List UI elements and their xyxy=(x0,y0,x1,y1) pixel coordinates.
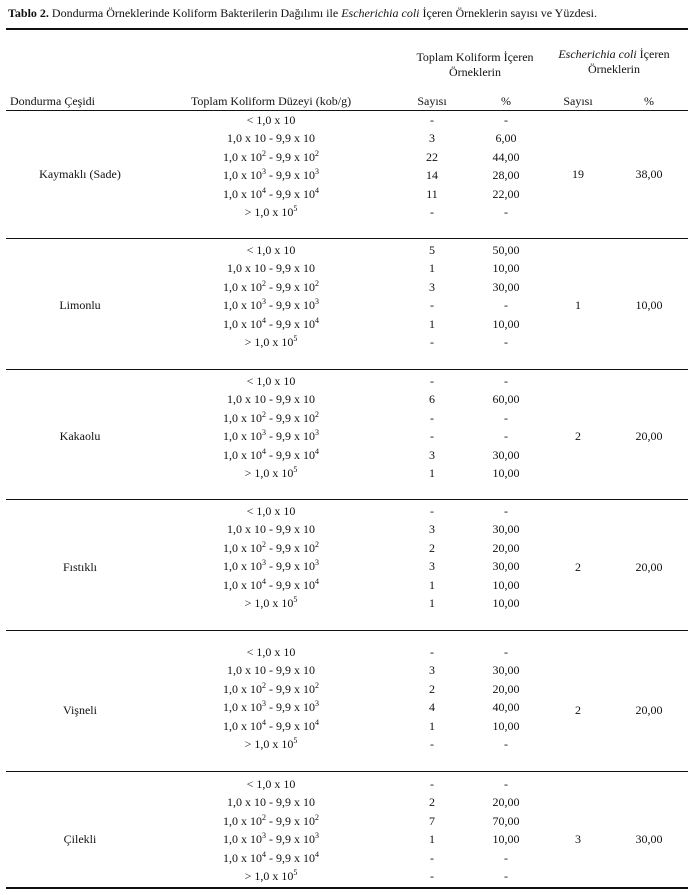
level-cell xyxy=(223,448,319,463)
level-exponent: 4 xyxy=(315,446,319,456)
ecoli-count-cell: 19 xyxy=(572,167,584,181)
level-exponent: 5 xyxy=(293,736,298,745)
table-row xyxy=(0,700,696,718)
level-exponent: 3 xyxy=(315,831,319,841)
level-cell xyxy=(247,504,296,519)
count-cell: 14 xyxy=(426,168,438,183)
level-cell xyxy=(223,682,319,697)
header-type: Dondurma Çeşidi xyxy=(10,94,95,108)
table-row xyxy=(0,777,696,795)
percent-cell: 10,00 xyxy=(492,316,520,331)
level-cell xyxy=(223,851,319,866)
percent-cell: 20,00 xyxy=(492,681,520,696)
ecoli-percent-cell: 20,00 xyxy=(635,429,663,443)
ecoli-percent-cell: 10,00 xyxy=(635,298,663,312)
count-cell: - xyxy=(430,850,434,865)
level-cell xyxy=(223,578,319,593)
level-exponent: 4 xyxy=(262,849,266,859)
group-separator xyxy=(6,499,688,500)
caption-italic: Escherichia coli xyxy=(341,6,420,20)
header-group-total-line1: Toplam Koliform İçeren xyxy=(416,50,534,64)
table-top-rule xyxy=(6,28,688,30)
level-exponent: 4 xyxy=(315,185,319,195)
level-cell xyxy=(245,737,298,752)
level-cell xyxy=(223,832,319,847)
level-text: < 1,0 x 10 xyxy=(246,504,296,518)
level-text: < 1,0 x 10 xyxy=(246,645,296,659)
level-text: 1,0 x 10 xyxy=(223,577,262,592)
level-text: 1,0 x 10 - 9,9 x 10 xyxy=(227,131,315,146)
group-separator xyxy=(6,630,688,631)
table-row xyxy=(0,645,696,663)
percent-cell: 10,00 xyxy=(492,718,520,733)
level-text: 1,0 x 10 xyxy=(223,540,262,555)
percent-cell: 30,00 xyxy=(492,522,520,537)
level-text: - 9,9 x 10 xyxy=(266,186,315,201)
percent-cell: - xyxy=(504,869,508,883)
table-row xyxy=(0,541,696,559)
level-exponent: 2 xyxy=(262,409,266,419)
percent-cell: - xyxy=(504,374,508,388)
level-cell xyxy=(223,317,319,332)
level-text: 1,0 x 10 xyxy=(223,559,262,574)
level-cell xyxy=(247,777,296,792)
group-separator xyxy=(6,238,688,239)
table-row xyxy=(0,869,696,887)
level-cell xyxy=(223,298,319,313)
level-text: 1,0 x 10 xyxy=(223,168,262,183)
count-cell: 6 xyxy=(429,392,435,407)
level-exponent: 4 xyxy=(315,576,319,586)
count-cell: - xyxy=(430,429,434,444)
level-exponent: 3 xyxy=(262,297,266,307)
table-row xyxy=(0,317,696,335)
level-cell xyxy=(223,429,319,444)
level-exponent: 3 xyxy=(315,699,319,709)
header-count: Sayısı xyxy=(417,94,447,108)
table-row xyxy=(0,448,696,466)
level-exponent: 2 xyxy=(315,148,319,158)
level-cell xyxy=(223,280,319,295)
percent-cell: 6,00 xyxy=(495,131,517,146)
count-cell: - xyxy=(430,777,434,791)
ecoli-percent-cell: 30,00 xyxy=(635,832,663,846)
percent-cell: 70,00 xyxy=(492,813,520,828)
level-text: - 9,9 x 10 xyxy=(266,681,315,696)
level-exponent: 3 xyxy=(262,428,266,438)
level-text: 1,0 x 10 xyxy=(223,447,262,462)
count-cell: 1 xyxy=(429,718,435,733)
count-cell: 7 xyxy=(429,813,435,828)
header-ecoli-italic: Escherichia coli xyxy=(558,47,637,61)
level-text: 1,0 x 10 xyxy=(223,298,262,313)
table-row xyxy=(0,851,696,869)
level-cell xyxy=(227,522,315,537)
level-exponent: 5 xyxy=(293,204,298,213)
count-cell: 4 xyxy=(429,700,435,715)
table-row xyxy=(0,187,696,205)
percent-cell: 20,00 xyxy=(492,795,520,810)
percent-cell: 60,00 xyxy=(492,392,520,407)
level-exponent: 2 xyxy=(315,539,319,549)
percent-cell: - xyxy=(504,298,508,313)
count-cell: 3 xyxy=(429,663,435,678)
count-cell: 2 xyxy=(429,681,435,696)
count-cell: - xyxy=(430,504,434,518)
level-text: 1,0 x 10 xyxy=(223,316,262,331)
header-group-ecoli xyxy=(558,47,669,77)
level-exponent: 3 xyxy=(262,699,266,709)
percent-cell: 10,00 xyxy=(492,466,520,480)
level-text: < 1,0 x 10 xyxy=(246,374,296,388)
level-cell xyxy=(227,261,315,276)
level-exponent: 5 xyxy=(293,868,298,877)
percent-cell: 30,00 xyxy=(492,559,520,574)
level-text: > 1,0 x 10 xyxy=(244,335,294,349)
level-text: 1,0 x 10 xyxy=(223,429,262,444)
ecoli-count-cell: 2 xyxy=(575,703,581,717)
count-cell: 5 xyxy=(429,243,435,257)
count-cell: 2 xyxy=(429,540,435,555)
count-cell: - xyxy=(430,113,434,127)
level-text: 1,0 x 10 xyxy=(223,186,262,201)
percent-cell: 20,00 xyxy=(492,540,520,555)
table-row xyxy=(0,663,696,681)
percent-cell: - xyxy=(504,335,508,349)
level-exponent: 3 xyxy=(315,297,319,307)
level-exponent: 2 xyxy=(315,812,319,822)
percent-cell: - xyxy=(504,113,508,127)
level-text: - 9,9 x 10 xyxy=(266,540,315,555)
percent-cell: 30,00 xyxy=(492,447,520,462)
count-cell: 1 xyxy=(429,316,435,331)
count-cell: - xyxy=(430,374,434,388)
count-cell: 1 xyxy=(429,466,435,480)
level-text: 1,0 x 10 - 9,9 x 10 xyxy=(227,261,315,276)
percent-cell: - xyxy=(504,504,508,518)
level-exponent: 2 xyxy=(315,680,319,690)
header-group-total-line2: Örneklerin xyxy=(449,65,501,79)
table-row xyxy=(0,719,696,737)
level-text: > 1,0 x 10 xyxy=(244,596,294,610)
level-text: 1,0 x 10 xyxy=(223,149,262,164)
count-cell: 22 xyxy=(426,149,438,164)
ecoli-count-cell: 2 xyxy=(575,560,581,574)
level-exponent: 4 xyxy=(262,576,266,586)
level-exponent: 2 xyxy=(262,148,266,158)
header-ecoli-rest: İçeren xyxy=(636,47,670,61)
percent-cell: 50,00 xyxy=(492,243,520,257)
level-cell xyxy=(227,663,315,678)
group-name: Kakaolu xyxy=(59,429,101,443)
group-name: Vişneli xyxy=(63,703,97,717)
header-level: Toplam Koliform Düzeyi (kob/g) xyxy=(190,94,352,108)
level-text: 1,0 x 10 xyxy=(223,410,262,425)
level-exponent: 3 xyxy=(262,167,266,177)
table-row xyxy=(0,261,696,279)
header-ecoli-line2: Örneklerin xyxy=(588,62,640,76)
level-cell xyxy=(227,392,315,407)
percent-cell: - xyxy=(504,737,508,751)
group-separator xyxy=(6,771,688,772)
level-cell xyxy=(227,795,315,810)
ecoli-percent-cell: 38,00 xyxy=(635,167,663,181)
level-exponent: 3 xyxy=(262,558,266,568)
header-ecoli-pct: % xyxy=(644,94,654,108)
level-exponent: 3 xyxy=(315,558,319,568)
level-text: < 1,0 x 10 xyxy=(246,777,296,791)
level-exponent: 4 xyxy=(315,717,319,727)
table-row xyxy=(0,374,696,392)
table-bottom-rule xyxy=(6,887,688,889)
count-cell: 3 xyxy=(429,131,435,146)
level-cell xyxy=(247,243,296,258)
level-text: < 1,0 x 10 xyxy=(246,113,296,127)
table-row xyxy=(0,504,696,522)
ecoli-percent-cell: 20,00 xyxy=(635,703,663,717)
table-row xyxy=(0,814,696,832)
count-cell: 1 xyxy=(429,261,435,276)
count-cell: 1 xyxy=(429,577,435,592)
header-ecoli-count: Sayısı xyxy=(563,94,593,108)
level-text: - 9,9 x 10 xyxy=(266,429,315,444)
level-text: - 9,9 x 10 xyxy=(266,559,315,574)
level-text: > 1,0 x 10 xyxy=(244,205,294,219)
level-cell xyxy=(247,374,296,389)
count-cell: 3 xyxy=(429,559,435,574)
ecoli-count-cell: 2 xyxy=(575,429,581,443)
table-row xyxy=(0,150,696,168)
level-exponent: 3 xyxy=(315,428,319,438)
level-cell xyxy=(223,541,319,556)
table-row xyxy=(0,205,696,223)
table-row xyxy=(0,559,696,577)
table-row xyxy=(0,466,696,484)
level-exponent: 5 xyxy=(293,465,298,474)
level-exponent: 2 xyxy=(262,812,266,822)
level-text: 1,0 x 10 xyxy=(223,700,262,715)
count-cell: - xyxy=(430,298,434,313)
level-text: - 9,9 x 10 xyxy=(266,850,315,865)
group-name: Çilekli xyxy=(63,832,97,846)
percent-cell: - xyxy=(504,850,508,865)
percent-cell: - xyxy=(504,645,508,659)
level-text: - 9,9 x 10 xyxy=(266,316,315,331)
level-text: < 1,0 x 10 xyxy=(246,243,296,257)
level-exponent: 2 xyxy=(315,278,319,288)
percent-cell: 10,00 xyxy=(492,596,520,610)
level-exponent: 4 xyxy=(262,717,266,727)
header-pct: % xyxy=(501,94,511,108)
level-exponent: 4 xyxy=(315,315,319,325)
level-cell xyxy=(223,150,319,165)
level-text: 1,0 x 10 xyxy=(223,681,262,696)
level-cell xyxy=(245,596,298,611)
caption-text-b: İçeren Örneklerin sayısı ve Yüzdesi. xyxy=(419,6,597,20)
level-text: 1,0 x 10 xyxy=(223,832,262,847)
level-cell xyxy=(223,700,319,715)
level-cell xyxy=(245,869,298,884)
level-text: 1,0 x 10 xyxy=(223,718,262,733)
level-text: 1,0 x 10 xyxy=(223,850,262,865)
percent-cell: - xyxy=(504,410,508,425)
level-exponent: 2 xyxy=(262,539,266,549)
table-caption xyxy=(8,6,597,21)
level-exponent: 4 xyxy=(262,446,266,456)
percent-cell: 10,00 xyxy=(492,261,520,276)
percent-cell: - xyxy=(504,777,508,791)
percent-cell: 10,00 xyxy=(492,832,520,847)
level-cell xyxy=(223,719,319,734)
table-row xyxy=(0,832,696,850)
level-text: > 1,0 x 10 xyxy=(244,869,294,883)
group-name: Limonlu xyxy=(59,298,101,312)
table-row xyxy=(0,578,696,596)
level-text: > 1,0 x 10 xyxy=(244,466,294,480)
percent-cell: 22,00 xyxy=(492,186,520,201)
level-cell xyxy=(223,168,319,183)
table-row xyxy=(0,737,696,755)
count-cell: 2 xyxy=(429,795,435,810)
table-row xyxy=(0,243,696,261)
table-row xyxy=(0,522,696,540)
level-text: - 9,9 x 10 xyxy=(266,447,315,462)
percent-cell: - xyxy=(504,205,508,219)
level-text: - 9,9 x 10 xyxy=(266,149,315,164)
level-text: - 9,9 x 10 xyxy=(266,279,315,294)
table-row xyxy=(0,795,696,813)
level-text: - 9,9 x 10 xyxy=(266,718,315,733)
level-exponent: 4 xyxy=(262,185,266,195)
ecoli-count-cell: 1 xyxy=(575,298,581,312)
level-text: 1,0 x 10 - 9,9 x 10 xyxy=(227,392,315,407)
count-cell: 3 xyxy=(429,279,435,294)
count-cell: 1 xyxy=(429,832,435,847)
percent-cell: 30,00 xyxy=(492,663,520,678)
level-exponent: 2 xyxy=(262,680,266,690)
level-text: - 9,9 x 10 xyxy=(266,577,315,592)
level-cell xyxy=(247,113,296,128)
table-row xyxy=(0,168,696,186)
table-row xyxy=(0,335,696,353)
level-text: 1,0 x 10 - 9,9 x 10 xyxy=(227,522,315,537)
caption-text-a: Dondurma Örneklerinde Koliform Bakterilerin Dağılımı ile xyxy=(48,6,342,20)
percent-cell: 44,00 xyxy=(492,149,520,164)
table-row xyxy=(0,298,696,316)
level-text: 1,0 x 10 xyxy=(223,279,262,294)
percent-cell: 28,00 xyxy=(492,168,520,183)
level-text: - 9,9 x 10 xyxy=(266,700,315,715)
count-cell: 3 xyxy=(429,447,435,462)
count-cell: - xyxy=(430,645,434,659)
level-text: 1,0 x 10 xyxy=(223,813,262,828)
level-cell xyxy=(245,335,298,350)
level-text: - 9,9 x 10 xyxy=(266,813,315,828)
level-text: - 9,9 x 10 xyxy=(266,832,315,847)
count-cell: - xyxy=(430,335,434,349)
table-row xyxy=(0,429,696,447)
level-exponent: 4 xyxy=(315,849,319,859)
level-text: - 9,9 x 10 xyxy=(266,168,315,183)
table-row xyxy=(0,131,696,149)
level-text: - 9,9 x 10 xyxy=(266,298,315,313)
level-exponent: 5 xyxy=(293,595,298,604)
group-name: Kaymaklı (Sade) xyxy=(39,167,121,181)
level-exponent: 4 xyxy=(262,315,266,325)
level-cell xyxy=(223,814,319,829)
level-cell xyxy=(245,466,298,481)
level-exponent: 3 xyxy=(315,167,319,177)
header-rule xyxy=(6,110,688,111)
level-cell xyxy=(223,559,319,574)
group-separator xyxy=(6,369,688,370)
level-exponent: 3 xyxy=(262,831,266,841)
ecoli-count-cell: 3 xyxy=(575,832,581,846)
table-row xyxy=(0,280,696,298)
level-exponent: 2 xyxy=(262,278,266,288)
level-exponent: 2 xyxy=(315,409,319,419)
group-name: Fıstıklı xyxy=(62,560,98,574)
count-cell: 3 xyxy=(429,522,435,537)
count-cell: 1 xyxy=(429,596,435,610)
percent-cell: 40,00 xyxy=(492,700,520,715)
level-cell xyxy=(223,187,319,202)
level-exponent: 5 xyxy=(293,334,298,343)
table-row xyxy=(0,596,696,614)
count-cell: 11 xyxy=(426,186,438,201)
table-row xyxy=(0,411,696,429)
caption-label: Tablo 2. xyxy=(8,6,49,20)
level-text: 1,0 x 10 - 9,9 x 10 xyxy=(227,663,315,678)
ecoli-percent-cell: 20,00 xyxy=(635,560,663,574)
level-cell xyxy=(227,131,315,146)
count-cell: - xyxy=(430,869,434,883)
count-cell: - xyxy=(430,410,434,425)
header-group-total xyxy=(416,50,533,80)
level-cell xyxy=(245,205,298,220)
level-cell xyxy=(247,645,296,660)
percent-cell: - xyxy=(504,429,508,444)
level-text: - 9,9 x 10 xyxy=(266,410,315,425)
count-cell: - xyxy=(430,737,434,751)
percent-cell: 10,00 xyxy=(492,577,520,592)
table-row xyxy=(0,682,696,700)
level-text: 1,0 x 10 - 9,9 x 10 xyxy=(227,795,315,810)
percent-cell: 30,00 xyxy=(492,279,520,294)
count-cell: - xyxy=(430,205,434,219)
table-row xyxy=(0,113,696,131)
level-text: > 1,0 x 10 xyxy=(244,737,294,751)
table-row xyxy=(0,392,696,410)
level-cell xyxy=(223,411,319,426)
